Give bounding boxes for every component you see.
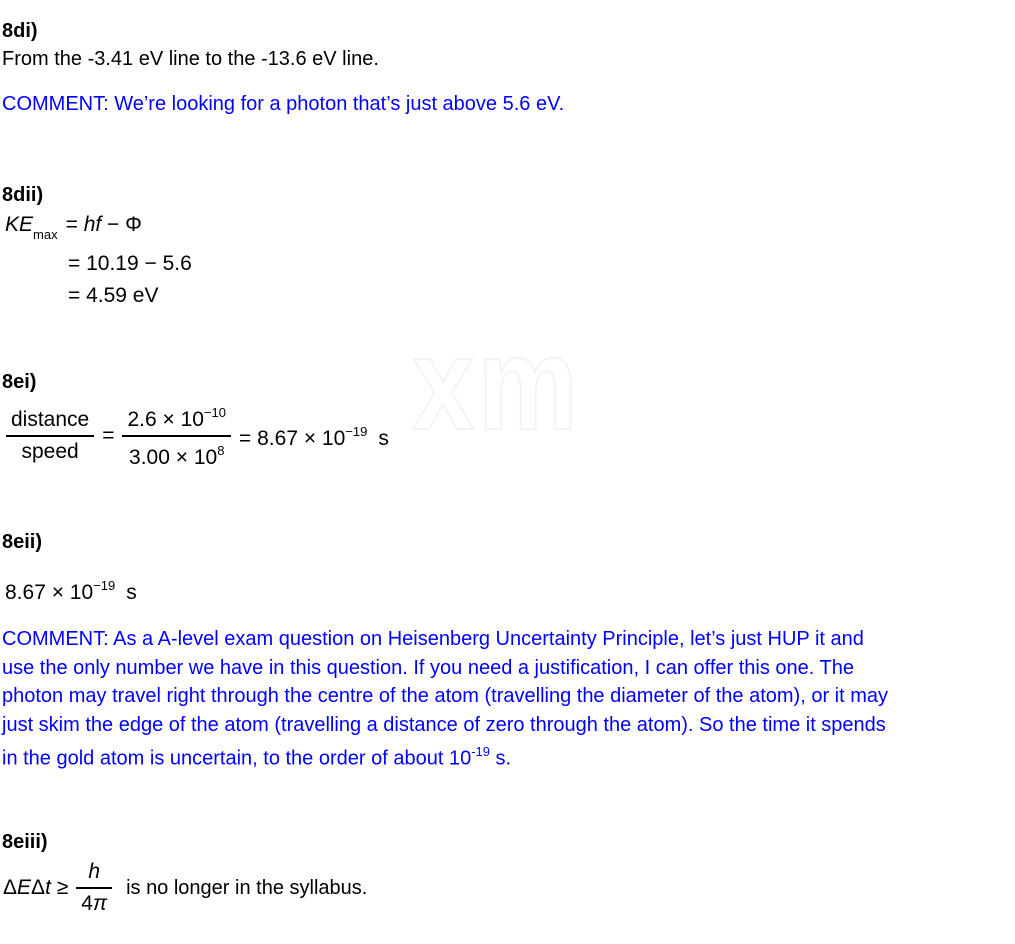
equation-8ei [6, 402, 389, 470]
equals-sign: = [102, 424, 115, 447]
value-base: 8.67 × 10 [5, 581, 94, 604]
comment-text: s. [490, 747, 512, 770]
equals-sign: = [65, 213, 84, 236]
answer-8di: From the -3.41 eV line to the -13.6 eV line. [2, 48, 379, 70]
numerator-base: 2.6 × 10 [127, 408, 204, 431]
fraction-numerator [76, 860, 112, 889]
ke-symbol: KE [5, 213, 34, 236]
equation-8eiii [3, 860, 367, 916]
fraction-denominator [122, 437, 231, 470]
equation-8dii-line3: = 4.59 eV [68, 284, 159, 307]
result-base: = 8.67 × 10 [239, 427, 346, 450]
numerator-exponent: −10 [203, 405, 227, 420]
coefficient: 4 [81, 892, 93, 915]
equation-8dii-line1 [5, 212, 142, 245]
comment-line-last [2, 739, 1014, 773]
heading-8ei: 8ei) [2, 371, 37, 393]
hf-symbol: hf [83, 213, 102, 236]
delta-symbol: Δ [3, 876, 18, 899]
planck-symbol: h [88, 860, 101, 883]
delta-e-delta-t [3, 875, 68, 901]
fraction-denominator [76, 889, 112, 916]
comment-line: use the only number we have in this question. If you need a justification, I can offer this one. The [2, 656, 855, 679]
fraction-values [122, 402, 231, 470]
denominator-exponent: 8 [217, 443, 225, 458]
heading-8eiii: 8eiii) [2, 831, 48, 853]
value-unit: s [126, 581, 137, 604]
exponent-text: -19 [471, 744, 490, 759]
comment-line: just skim the edge of the atom (travelling a distance of zero through the atom). So the time it spends [2, 713, 886, 736]
comment-8di: COMMENT: We’re looking for a photon that’s just above 5.6 eV. [2, 93, 565, 115]
comment-line: COMMENT: As a A-level exam question on Heisenberg Uncertainty Principle, let’s just HUP it and [2, 628, 864, 650]
comment-8eii [2, 625, 1014, 773]
syllabus-note: is no longer in the syllabus. [126, 877, 368, 899]
result-exponent: −19 [345, 424, 368, 439]
answer-8eii [5, 574, 137, 606]
greater-equal-sign: ≥ [50, 876, 69, 899]
value-exponent: −19 [93, 578, 116, 593]
result-unit: s [378, 427, 389, 450]
fraction-numerator: distance [6, 408, 94, 437]
comment-line: photon may travel right through the centre of the atom (travelling the diameter of the atom), or it may [2, 685, 888, 707]
fraction-h-4pi [76, 860, 112, 916]
delta-symbol: Δ [31, 876, 46, 899]
fraction-distance-speed [6, 408, 94, 464]
energy-symbol: E [17, 876, 32, 899]
heading-8di: 8di) [2, 20, 38, 42]
heading-8eii: 8eii) [2, 531, 43, 553]
time-symbol: t [45, 876, 51, 899]
result-value [239, 420, 389, 452]
pi-symbol: π [92, 892, 108, 915]
fraction-numerator [122, 402, 231, 437]
equation-8dii-rhs1 [66, 213, 142, 236]
watermark-xm: xm [412, 310, 581, 457]
equation-8dii-line2: = 10.19 − 5.6 [68, 252, 192, 275]
heading-8dii: 8dii) [2, 184, 44, 206]
ke-subscript-max: max [33, 227, 58, 243]
denominator-base: 3.00 × 10 [129, 446, 218, 469]
fraction-denominator: speed [21, 440, 79, 463]
comment-text: in the gold atom is uncertain, to the order of about 10 [2, 747, 472, 770]
minus-phi: − Φ [101, 213, 142, 236]
